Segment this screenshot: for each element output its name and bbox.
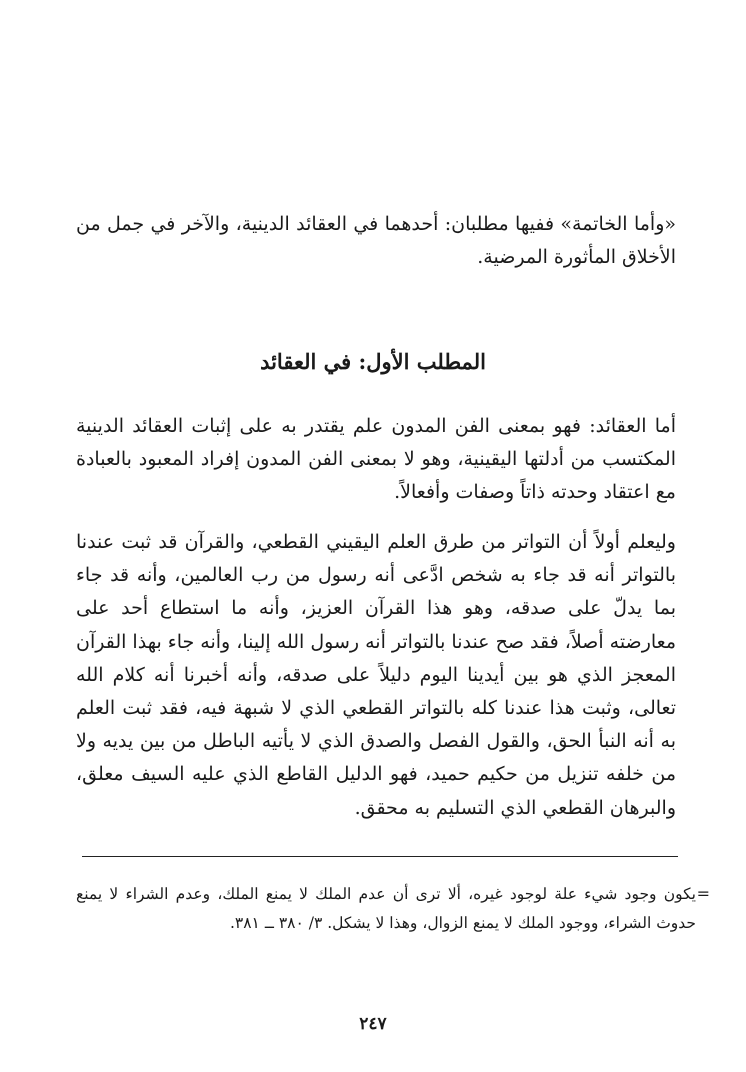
- intro-paragraph: «وأما الخاتمة» ففيها مطلبان: أحدهما في العقائد الدينية، والآخر في جمل من الأخلاق المأثورة المرضية.: [76, 213, 676, 269]
- page-number: ٢٤٧: [359, 1014, 387, 1034]
- tawatur-paragraph: وليعلم أولاً أن التواتر من طرق العلم اليقيني القطعي، والقرآن قد ثبت عندنا بالتواتر أنه قد جاء به شخص ادَّعى أنه رسول من رب العالمين، وأنه قد جاء بما يدلّ على صدقه، وهو هذا القرآن العزيز، وأنه ما استطاع أحد على معارضته أصلاً، فقد صح عندنا بالتواتر أنه رسول الله إلينا، وأنه جاء بهذا القرآن المعجز الذي هو بين أيدينا اليوم دليلاً على صدقه، وأنه أخبرنا أنه كلام الله تعالى، وثبت هذا عندنا كله بالتواتر القطعي الذي لا شبهة فيه، فقد ثبت العلم به أنه النبأ الحق، والقول الفصل والصدق الذي لا يأتيه الباطل من بين يديه ولا من خلفه تنزيل من حكيم حميد، فهو الدليل القاطع الذي عليه السيف معلق، والبرهان القطعي الذي التسليم به محقق.: [76, 531, 676, 819]
- section-heading: المطلب الأول: في العقائد: [260, 349, 486, 374]
- footnote-continuation-marker: =: [696, 884, 710, 903]
- footnote-divider: [82, 856, 678, 857]
- footnote-text: يكون وجود شيء علة لوجود غيره، ألا ترى أن عدم الملك لا يمنع الملك، وعدم الشراء لا يمنع حدوث الشراء، ووجود الملك لا يمنع الزوال، وهذا لا يشكل. ٣/ ٣٨٠ ــ ٣٨١.: [76, 885, 696, 932]
- aqaid-paragraph: أما العقائد: فهو بمعنى الفن المدون علم يقتدر به على إثبات العقائد الدينية المكتسب من أدلتها اليقينية، وهو لا بمعنى الفن المدون إفراد المعبود بالعبادة مع اعتقاد وحدته ذاتاً وصفات وأفعالاً.: [76, 415, 676, 504]
